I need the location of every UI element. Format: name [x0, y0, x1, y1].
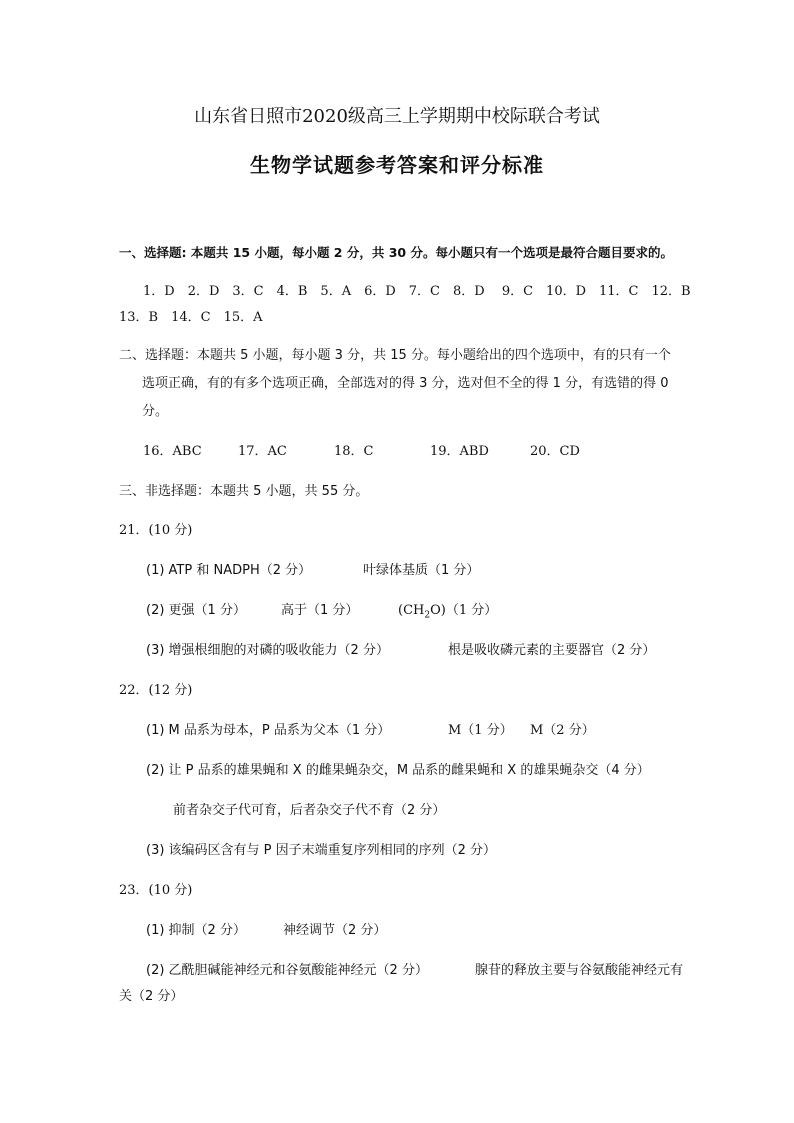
section2-answer-19: 19．ABD — [430, 444, 489, 459]
section1-heading: 一、选择题: 本题共 15 小题，每小题 2 分，共 30 分。每小题只有一个选项是最符合题目要求的。 — [119, 245, 673, 260]
q21-answer-2a: (2) 更强（1 分） — [146, 603, 246, 618]
q21-answer-2b: 高于（1 分） — [281, 603, 359, 618]
section3-heading: 三、非选择题：本题共 5 小题，共 55 分。 — [119, 484, 369, 499]
q23-answer-2c: 关（2 分） — [119, 989, 184, 1004]
section2-heading-line3: 分。 — [142, 404, 169, 419]
q22-answer-1a: (1) M 品系为母本，P 品系为父本（1 分） — [146, 723, 391, 738]
q21-answer-3b: 根是吸收磷元素的主要器官（2 分） — [448, 643, 656, 658]
q23-answer-1a: (1) 抑制（2 分） — [146, 923, 246, 938]
q22-answer-2b: 前者杂交子代可育，后者杂交子代不育（2 分） — [173, 803, 446, 818]
q22-answer-1b: M（1 分） — [448, 723, 513, 738]
q23-answer-1b: 神经调节（2 分） — [283, 923, 387, 938]
exam-title: 山东省日照市2020级高三上学期期中校际联合考试 — [194, 106, 600, 127]
q23-answer-2a: (2) 乙酰胆碱能神经元和谷氨酸能神经元（2 分） — [146, 963, 428, 978]
q22-label: 22．(12 分) — [119, 683, 193, 698]
section2-answer-17: 17．AC — [238, 444, 287, 459]
section2-answer-20: 20．CD — [530, 444, 580, 459]
section1-answers-line1: 1．D 2．D 3．C 4．B 5．A 6．D 7．C 8．D 9．C 10．D 11．C 12．B — [143, 284, 691, 299]
answer-key-title: 生物学试题参考答案和评分标准 — [250, 153, 544, 177]
q22-answer-1c: M（2 分） — [530, 723, 595, 738]
q23-answer-2b: 腺苷的释放主要与谷氨酸能神经元有 — [475, 963, 684, 978]
section1-answers-line2: 13．B 14．C 15．A — [119, 310, 263, 325]
q22-answer-2a: (2) 让 P 品系的雄果蝇和 X 的雌果蝇杂交，M 品系的雌果蝇和 X 的雄果蝇杂交（4 分） — [146, 763, 650, 778]
section2-heading-line2: 选项正确，有的有多个选项正确，全部选对的得 3 分，选对但不全的得 1 分，有选错的得 0 — [142, 376, 669, 391]
q21-label: 21．(10 分) — [119, 523, 193, 538]
section2-answer-16: 16．ABC — [143, 444, 202, 459]
q22-answer-3: (3) 该编码区含有与 P 因子末端重复序列相同的序列（2 分） — [146, 843, 497, 858]
section2-heading-line1: 二、选择题：本题共 5 小题，每小题 3 分，共 15 分。每小题给出的四个选项中，有的只有一个 — [119, 348, 671, 363]
q21-answer-1a: (1) ATP 和 NADPH（2 分） — [146, 563, 312, 578]
q21-answer-2c: $(CH_2O)(1$ 分） — [398, 603, 498, 621]
q21-answer-1b: 叶绿体基质（1 分） — [363, 563, 480, 578]
section2-answer-18: 18．C — [334, 444, 374, 459]
q21-answer-3a: (3) 增强根细胞的对磷的吸收能力（2 分） — [146, 643, 389, 658]
q23-label: 23．(10 分) — [119, 883, 193, 898]
